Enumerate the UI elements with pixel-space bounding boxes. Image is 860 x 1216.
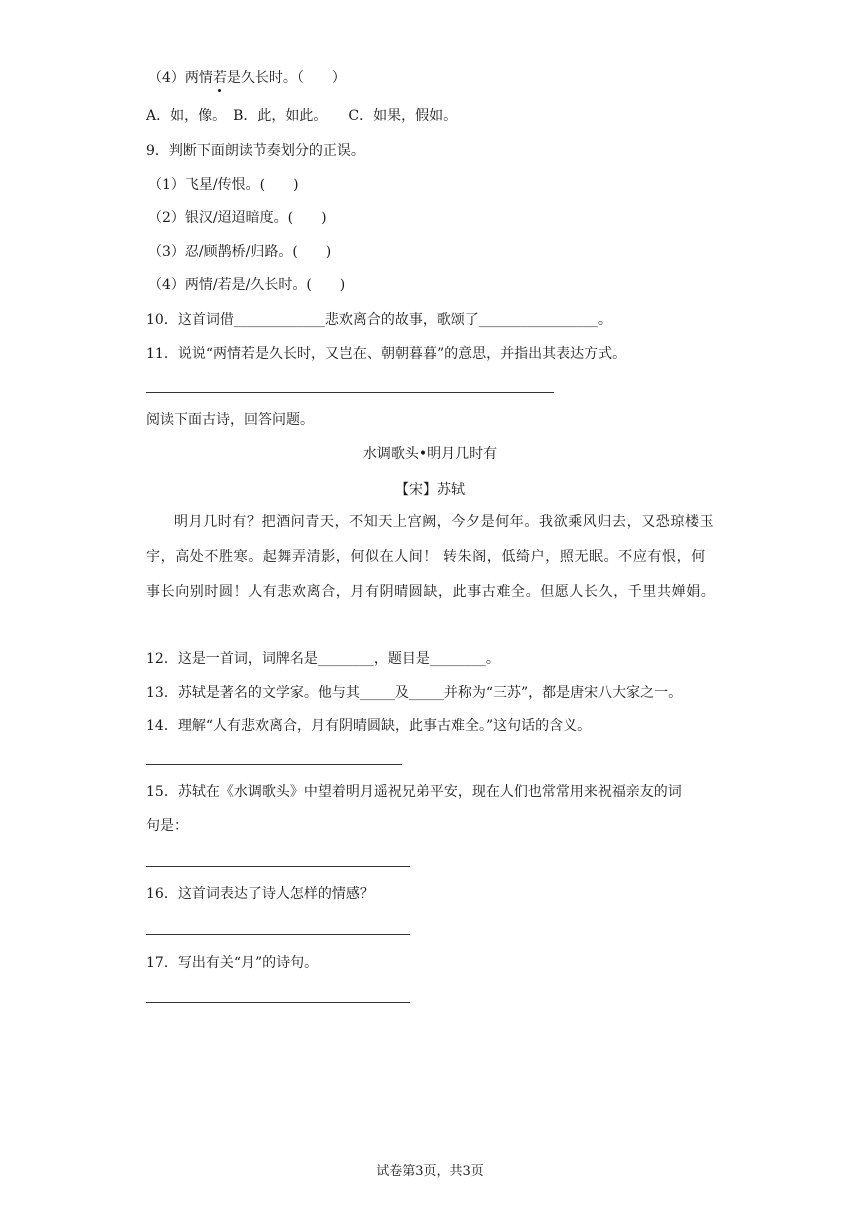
- poem-author: 【宋】苏轼: [395, 482, 465, 498]
- question-8-options: A．如，像。 B．此，如此。 C．如果，假如。: [146, 108, 458, 124]
- answer-line-14[interactable]: [146, 764, 402, 765]
- page-footer: 试卷第3页，共3页: [376, 1164, 484, 1179]
- question-17: 17．写出有关“月”的诗句。: [146, 955, 319, 971]
- question-8-4: [148, 68, 346, 88]
- poem-title: 水调歌头•明月几时有: [362, 446, 498, 462]
- question-15-line-1: 15．苏轼在《水调歌头》中望着明月遥祝兄弟平安，现在人们也常常用来祝福亲友的词: [146, 784, 682, 800]
- question-10: 10．这首词借_____________悲欢离合的故事，歌颂了_________________。: [146, 312, 612, 328]
- poem-text: 明月几时有？把酒问青天，不知天上宫阙，今夕是何年。我欲乘风归去，又恐琼楼玉宇，高处不胜寒。起舞弄清影，何似在人间！ 转朱阁，低绮户，照无眠。不应有恨，何事长向别时圆！人有悲欢离合，月有阴晴圆缺，此事古难全。但愿人长久，千里共婵娟。: [146, 514, 716, 600]
- question-9-item-3: （3）忍/顾鹊桥/归路。( ): [148, 244, 332, 260]
- question-9-item-1: （1）飞星/传恨。( ): [148, 177, 299, 193]
- question-9-item-2: （2）银汉/迢迢暗度。( ): [148, 210, 327, 226]
- answer-line-11[interactable]: [146, 392, 554, 393]
- question-15-line-2: 句是：: [146, 818, 188, 834]
- answer-line-15[interactable]: [146, 866, 410, 867]
- question-16: 16．这首词表达了诗人怎样的情感？: [146, 886, 374, 902]
- emphasis-dot-char: 若: [212, 70, 227, 86]
- question-14: 14．理解“人有悲欢离合，月有阴晴圆缺，此事古难全。”这句话的含义。: [146, 718, 592, 734]
- poem-body: [146, 505, 716, 610]
- question-9-item-4: （4）两情/若是/久长时。( ): [148, 277, 346, 293]
- q8-4-pre: （4）两情: [148, 70, 213, 86]
- question-12: 12．这是一首词，词牌名是________，题目是________。: [146, 651, 500, 667]
- question-11: 11．说说“两情若是久长时，又岂在、朝朝暮暮”的意思，并指出其表达方式。: [146, 346, 627, 362]
- question-13: 13．苏轼是著名的文学家。他与其_____及_____并称为“三苏”，都是唐宋八大家之一。: [146, 685, 683, 701]
- reading-intro: 阅读下面古诗，回答问题。: [146, 412, 314, 428]
- answer-line-17[interactable]: [146, 1002, 410, 1003]
- answer-line-16[interactable]: [146, 934, 410, 935]
- question-9-stem: 9．判断下面朗读节奏划分的正误。: [146, 143, 365, 159]
- q8-4-post: 是久长时。（ ）: [226, 70, 346, 86]
